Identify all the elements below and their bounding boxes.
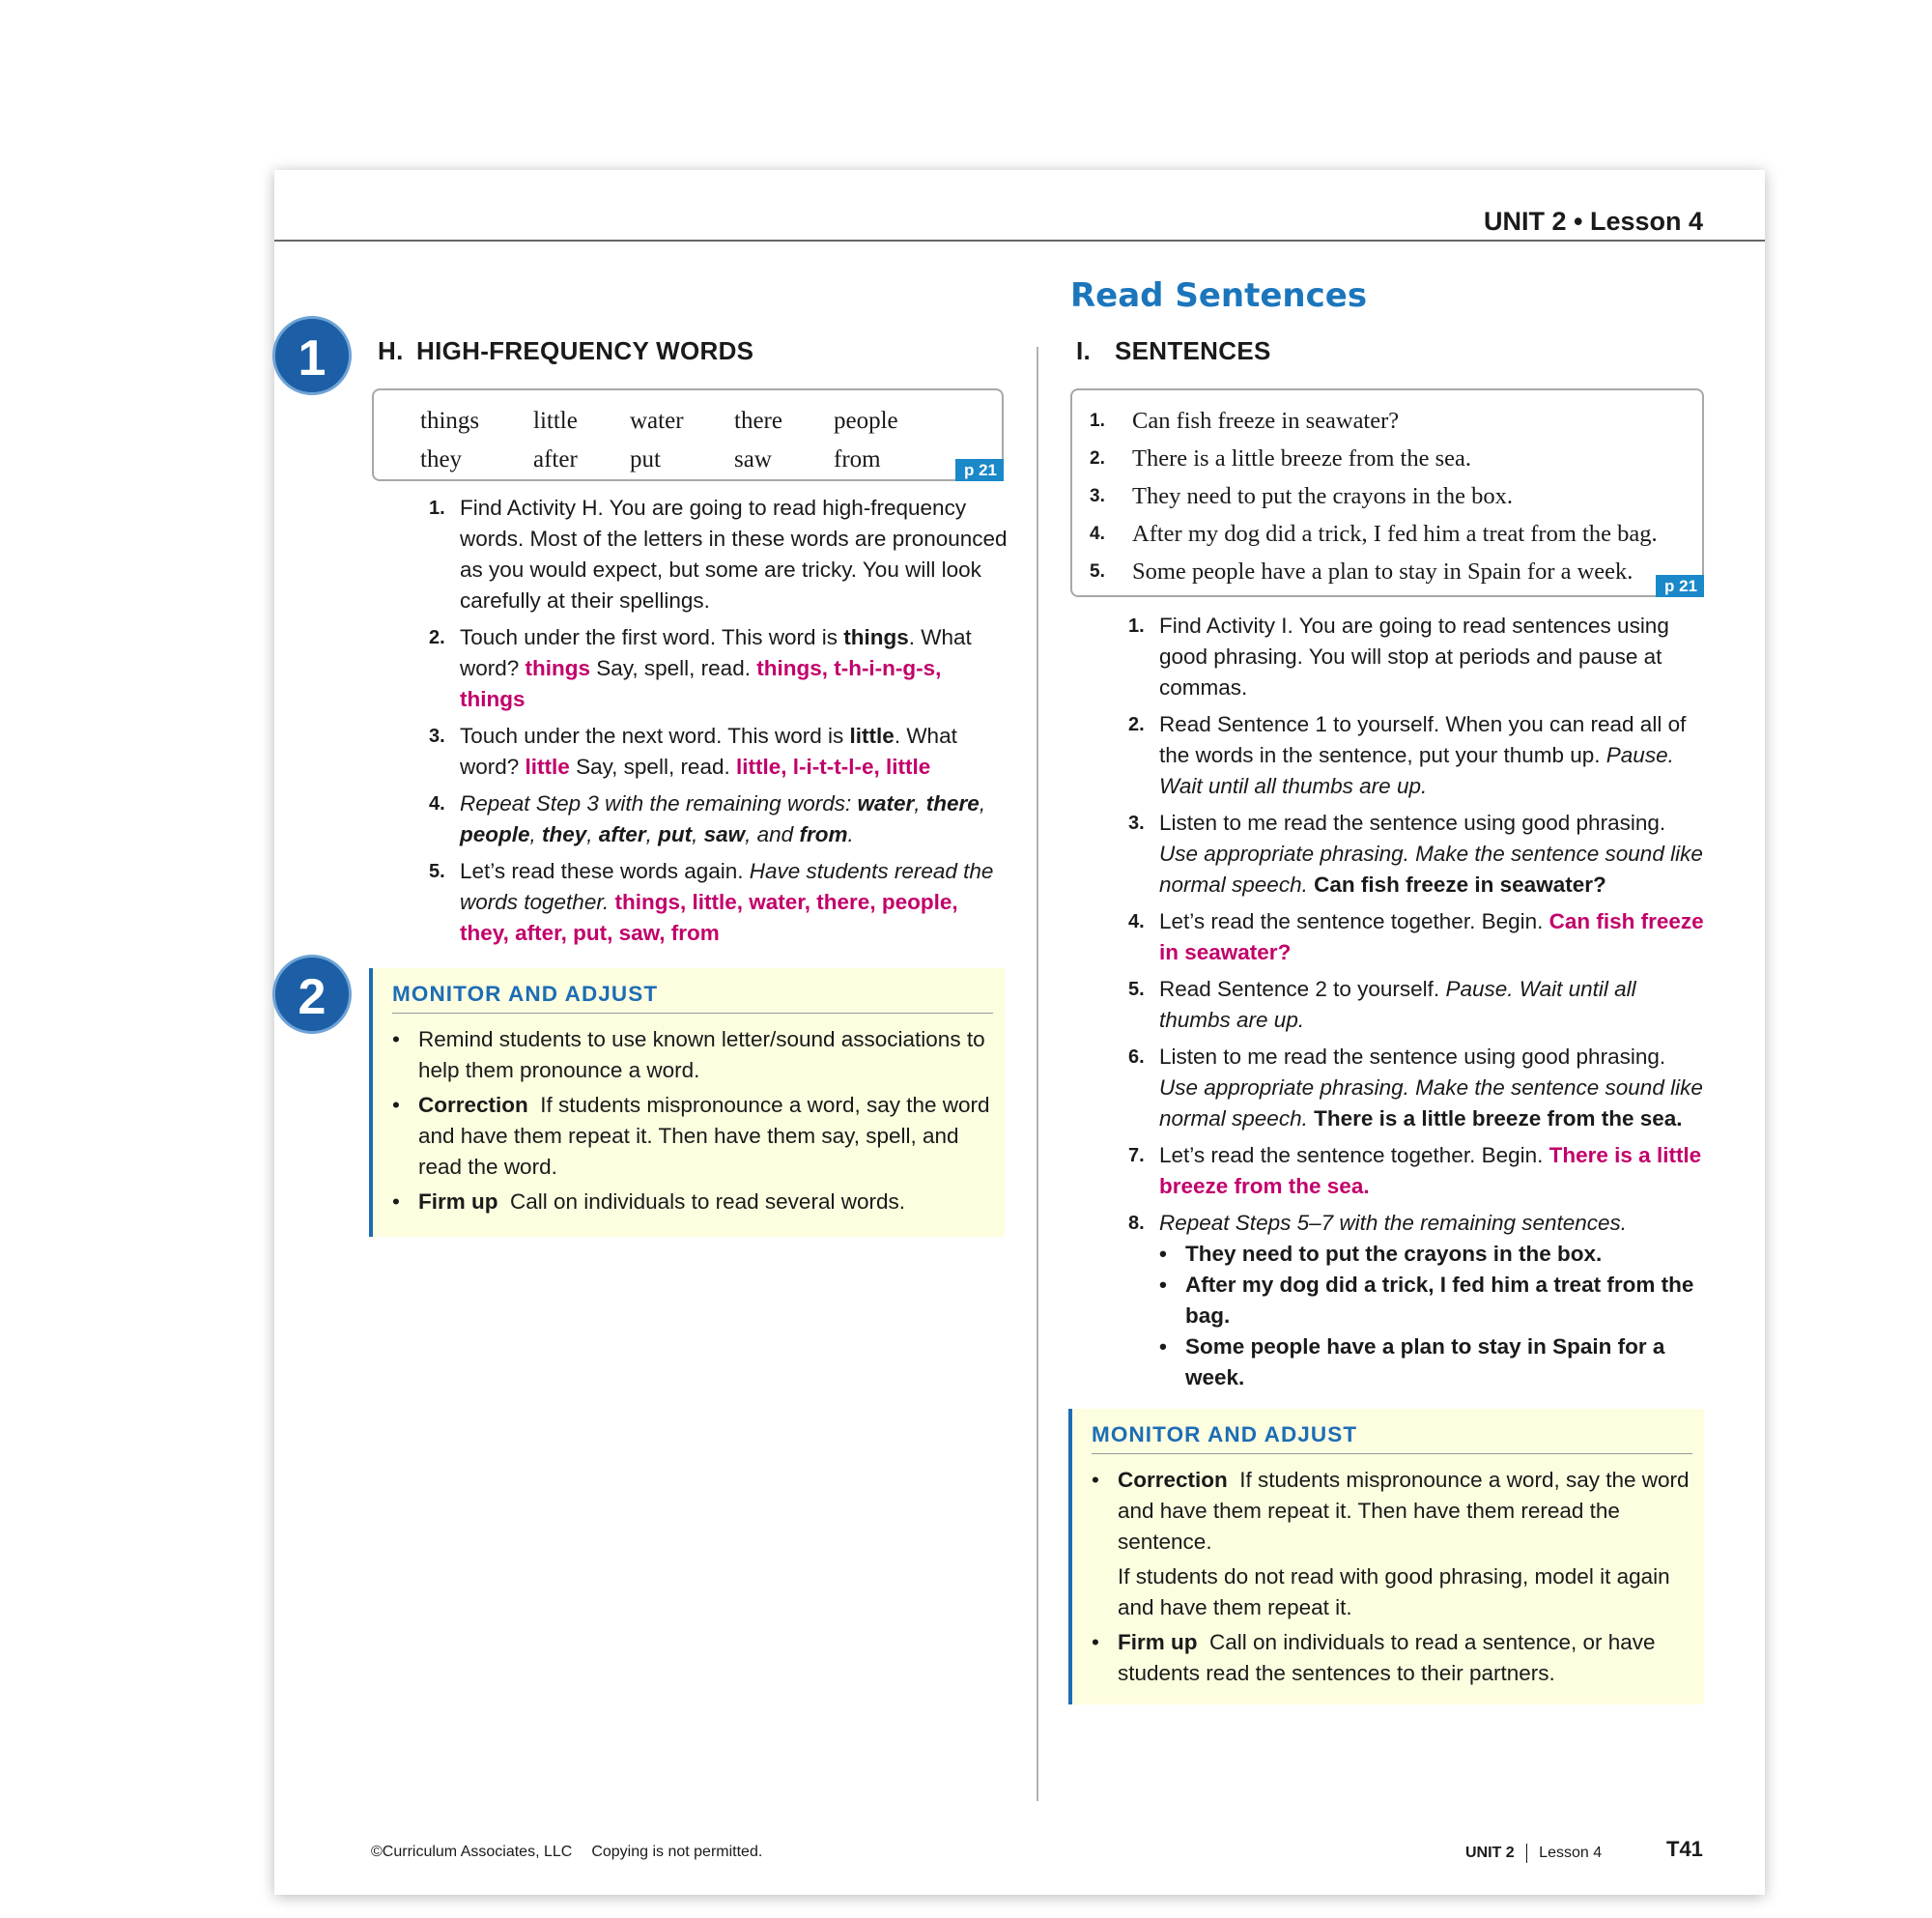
activity-h-title (378, 336, 753, 366)
sentence-row: 2. There is a little breeze from the sea. (1090, 444, 1471, 472)
word: from (834, 446, 881, 472)
footer-unit-lesson: UNIT 2 Lesson 4 (1465, 1845, 1603, 1861)
step-item (429, 856, 1009, 949)
word: there (734, 408, 782, 434)
step-item: 6. Listen to me read the sentence using good phrasing. Use appropriate phrasing. Make the sentence sound like normal speech. There is a little breeze from the sea. (1128, 1045, 1703, 1131)
step-text: Repeat Step 3 with the remaining words: water, there, people, they, after, put, saw, and from. (460, 791, 986, 846)
bullet-icon: • (392, 1027, 400, 1051)
monitor-title: MONITOR AND ADJUST (1092, 1422, 1692, 1454)
sub-bullet-list (1159, 1239, 1708, 1393)
monitor-body (392, 1024, 997, 1221)
step-text: Touch under the first word. This word is things. What word? things Say, spell, read. things, t-h-i-n-g-s, things (460, 625, 972, 711)
step-text: Touch under the next word. This word is little. What word? little Say, spell, read. little, l-i-t-t-l-e, little (460, 724, 957, 779)
step-text: Find Activity H. You are going to read high-frequency words. Most of the letters in these words are pronounced as you would expect, but some are tricky. You will look carefully at their spellings. (460, 496, 1008, 613)
step-number: 5. (429, 861, 445, 882)
activity-name: SENTENCES (1115, 336, 1271, 365)
monitor-extra-text: If students do not read with good phrasing, model it again and have them repeat it. (1118, 1564, 1670, 1619)
activity-i-steps (1128, 611, 1708, 1399)
sentence-list (1090, 402, 1658, 590)
step-item: 8. Repeat Steps 5–7 with the remaining sentences. • They need to put the crayons in the box. • After my dog did a trick, I fed him a treat from the bag. • Some people have a plan to stay in Spain for a week. (1128, 1208, 1708, 1393)
monitor-body (1092, 1465, 1696, 1693)
step-number: 2. (429, 627, 445, 648)
monitor-text: Firm up Call on individuals to read a sentence, or have students read the sentences to their partners. (1118, 1630, 1656, 1685)
sentence-row: 4. After my dog did a trick, I fed him a treat from the bag. (1090, 520, 1658, 547)
monitor-item (1092, 1627, 1696, 1689)
column-divider (1037, 347, 1038, 1801)
word: people (834, 408, 898, 434)
step-number: 4. (429, 793, 445, 815)
step-item: 2. Read Sentence 1 to yourself. When you can read all of the words in the sentence, put your thumb up. Pause. Wait until all thumbs are up. (1128, 712, 1687, 798)
step-item: 5. Read Sentence 2 to yourself. Pause. Wait until all thumbs are up. (1128, 977, 1636, 1032)
monitor-title: MONITOR AND ADJUST (392, 982, 993, 1014)
word-grid (420, 402, 926, 479)
page-ref-tag: p 21 (1656, 575, 1704, 597)
header-rule (274, 240, 1765, 242)
monitor-item (1092, 1465, 1696, 1558)
monitor-text: Correction If students mispronounce a word, say the word and have them repeat it. Then have them say, spell, and read the word. (418, 1093, 990, 1179)
word-row (420, 402, 926, 441)
activity-letter: H. (378, 336, 404, 365)
step-badge-2: 2 (272, 955, 352, 1034)
word: little (533, 408, 578, 434)
monitor-text: Remind students to use known letter/sound associations to help them pronounce a word. (418, 1027, 985, 1082)
monitor-item (392, 1090, 997, 1183)
footer-copyright: ©Curriculum Associates, LLC Copying is not permitted. (371, 1844, 763, 1860)
bullet-icon: • (1092, 1468, 1099, 1492)
word: put (630, 446, 661, 472)
word: saw (734, 446, 772, 472)
step-item (429, 788, 1009, 850)
sentences-box (1070, 388, 1704, 597)
monitor-item (392, 1024, 997, 1086)
word: after (533, 446, 578, 472)
sub-bullet: • Some people have a plan to stay in Spain for a week. (1159, 1334, 1665, 1389)
monitor-adjust-box-h (369, 968, 1005, 1237)
page-ref-tag: p 21 (955, 459, 1004, 481)
sentence-row: 5. Some people have a plan to stay in Spain for a week. (1090, 558, 1634, 585)
step-badge-1: 1 (272, 316, 352, 395)
teacher-guide-page (274, 170, 1765, 1895)
monitor-adjust-box-i (1068, 1409, 1704, 1704)
step-item (429, 721, 1009, 783)
activity-name: HIGH-FREQUENCY WORDS (416, 336, 754, 365)
step-item: 7. Let’s read the sentence together. Begin. There is a little breeze from the sea. (1128, 1143, 1702, 1198)
sub-bullet: • After my dog did a trick, I fed him a treat from the bag. (1159, 1273, 1694, 1328)
step-item: 4. Let’s read the sentence together. Begin. Can fish freeze in seawater? (1128, 909, 1704, 964)
monitor-text: Correction If students mispronounce a word, say the word and have them repeat it. Then have them reread the sentence. (1118, 1468, 1690, 1554)
sentence-row: 3. They need to put the crayons in the box. (1090, 482, 1513, 509)
word-row (420, 441, 926, 479)
bullet-icon: • (392, 1093, 400, 1117)
bullet-icon: • (392, 1189, 400, 1214)
step-text: Let’s read these words again. Have students reread the words together. things, little, water, there, people, they, after, put, saw, from (460, 859, 994, 945)
activity-i-title (1076, 336, 1271, 366)
step-item: 3. Listen to me read the sentence using good phrasing. Use appropriate phrasing. Make the sentence sound like normal speech. Can fish freeze in seawater? (1128, 811, 1703, 897)
word: water (630, 408, 684, 434)
step-item (429, 493, 1009, 616)
page-number: T41 (1666, 1837, 1703, 1861)
monitor-text: Firm up Call on individuals to read several words. (418, 1189, 905, 1214)
bullet-icon: • (1092, 1630, 1099, 1654)
step-item (429, 622, 1009, 715)
footer-separator (1526, 1844, 1528, 1863)
activity-h-steps (429, 493, 1009, 955)
activity-letter: I. (1076, 336, 1092, 365)
header-unit-lesson: UNIT 2 • Lesson 4 (1483, 207, 1703, 236)
word: they (420, 446, 463, 472)
step-number: 3. (429, 726, 445, 747)
monitor-item (392, 1187, 997, 1217)
sentence-row: 1. Can fish freeze in seawater? (1090, 407, 1400, 434)
step-number: 1. (429, 498, 445, 519)
sub-bullet: • They need to put the crayons in the box. (1159, 1242, 1603, 1266)
high-frequency-word-box (372, 388, 1004, 481)
word: things (420, 408, 480, 434)
step-item: 1. Find Activity I. You are going to read sentences using good phrasing. You will stop at periods and pause at commas. (1128, 614, 1669, 700)
read-sentences-heading: Read Sentences (1070, 276, 1368, 315)
